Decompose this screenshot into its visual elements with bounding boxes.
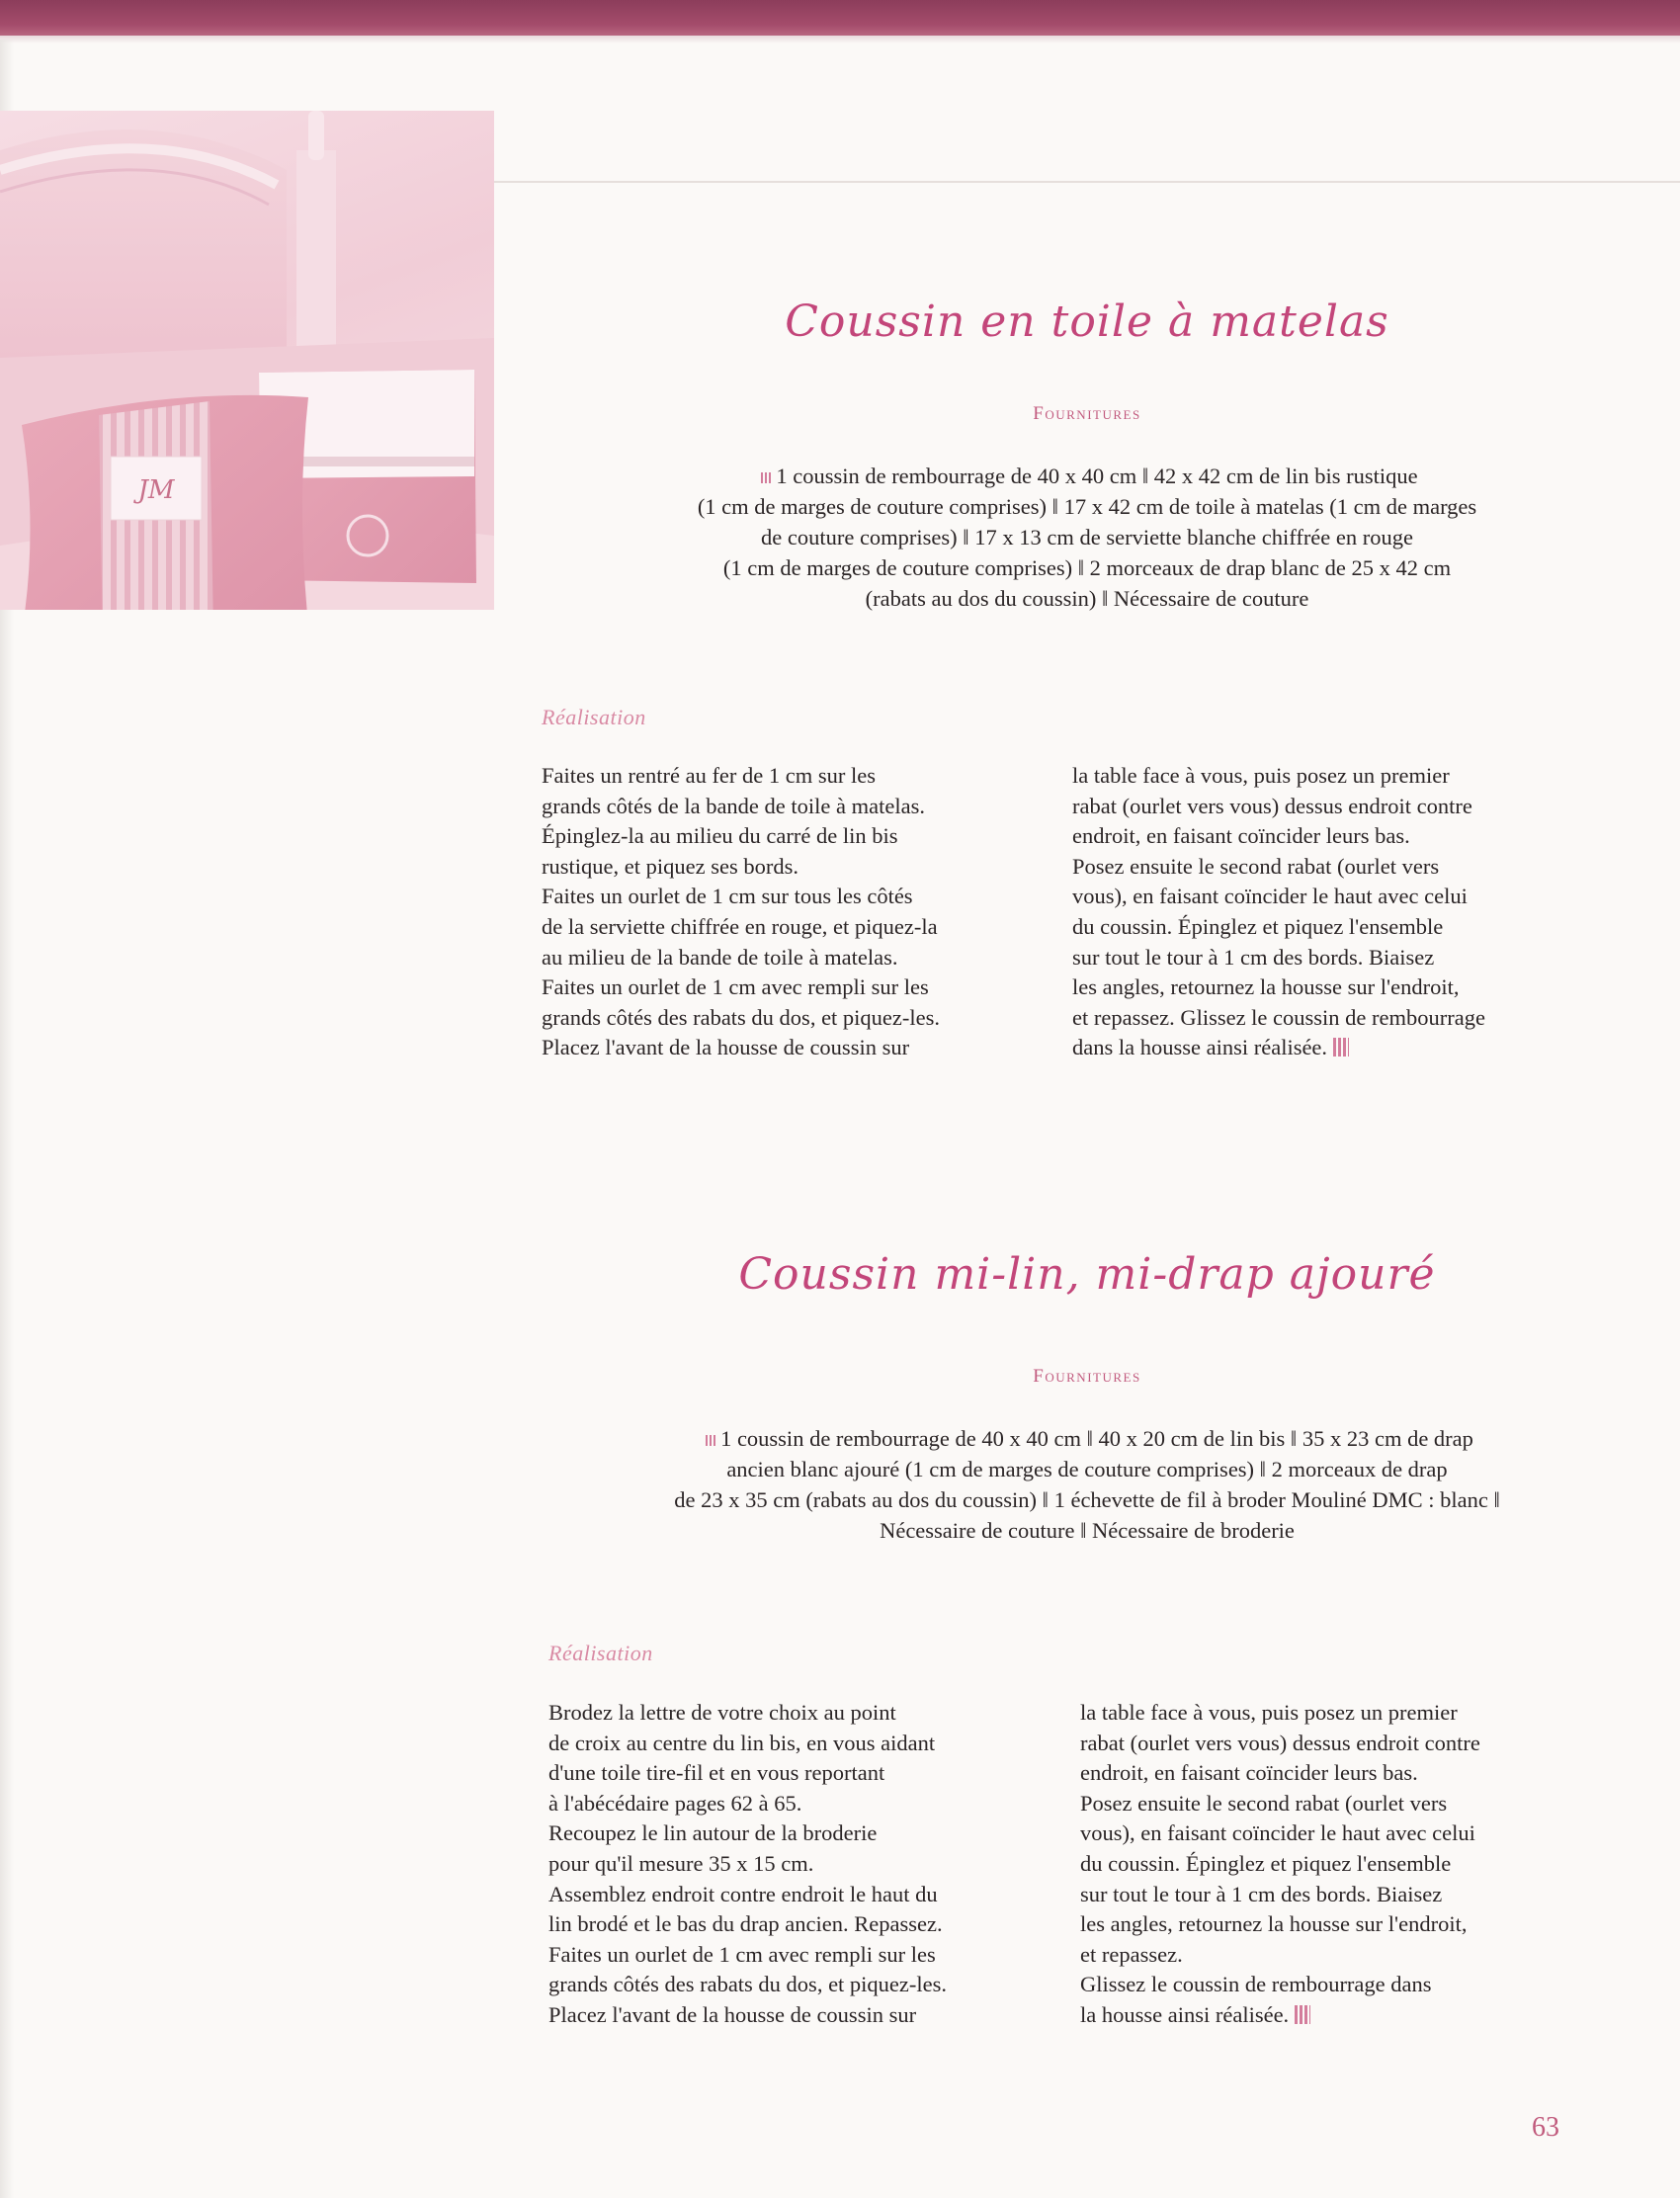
- text-line: Faites un ourlet de 1 cm avec rempli sur les: [542, 974, 929, 1000]
- text-line: de croix au centre du lin bis, en vous aidant: [548, 1730, 936, 1755]
- header-rule: [494, 181, 1680, 183]
- text-line: grands côtés des rabats du dos, et piquez-les.: [542, 1004, 941, 1030]
- supplies-line: ancien blanc ajouré (1 cm de marges de couture comprises) ‖ 2 morceaux de drap: [726, 1457, 1448, 1481]
- top-band-shadow: [0, 36, 1680, 43]
- text-line: Faites un ourlet de 1 cm sur tous les côtés: [542, 884, 913, 909]
- section-1-supplies-label: Fournitures: [1033, 403, 1141, 424]
- text-line: Posez ensuite le second rabat (ourlet vers: [1072, 853, 1440, 879]
- bullet-mark: [761, 472, 771, 483]
- section-1-left-column: [542, 761, 940, 1063]
- section-2-supplies: [553, 1423, 1621, 1546]
- text-line: endroit, en faisant coïncider leurs bas.: [1080, 1760, 1418, 1786]
- end-mark: [1295, 2005, 1310, 2024]
- text-line: Recoupez le lin autour de la broderie: [548, 1820, 878, 1846]
- section-1-title: Coussin en toile à matelas: [785, 296, 1389, 347]
- text-line: du coussin. Épinglez et piquez l'ensemble: [1072, 913, 1444, 939]
- text-line: lin brodé et le bas du drap ancien. Repassez.: [548, 1911, 943, 1937]
- text-line: rabat (ourlet vers vous) dessus endroit contre: [1072, 793, 1472, 818]
- text-line: au milieu de la bande de toile à matelas.: [542, 944, 898, 970]
- text-line: à l'abécédaire pages 62 à 65.: [548, 1790, 802, 1816]
- text-line: la table face à vous, puis posez un premier: [1080, 1700, 1458, 1725]
- section-2-title: Coussin mi-lin, mi-drap ajouré: [738, 1249, 1436, 1300]
- text-line: les angles, retournez la housse sur l'endroit,: [1072, 974, 1460, 1000]
- text-line: rustique, et piquez ses bords.: [542, 853, 798, 879]
- supplies-line: Nécessaire de couture ‖ Nécessaire de broderie: [880, 1518, 1295, 1543]
- text-line: la table face à vous, puis posez un premier: [1072, 763, 1450, 788]
- text-line: de la serviette chiffrée en rouge, et piquez-la: [542, 913, 938, 939]
- text-line: Posez ensuite le second rabat (ourlet vers: [1080, 1790, 1448, 1816]
- text-line: Brodez la lettre de votre choix au point: [548, 1700, 896, 1725]
- text-line: et repassez. Glissez le coussin de rembourrage: [1072, 1004, 1485, 1030]
- text-line: endroit, en faisant coïncider leurs bas.: [1072, 823, 1410, 849]
- supplies-line: 1 coussin de rembourrage de 40 x 40 cm ‖ 42 x 42 cm de lin bis rustique: [776, 464, 1418, 488]
- text-line: Assemblez endroit contre endroit le haut du: [548, 1881, 938, 1906]
- text-line: la housse ainsi réalisée.: [1080, 2001, 1290, 2027]
- text-line: grands côtés des rabats du dos, et piquez-les.: [548, 1972, 948, 1997]
- supplies-line: 1 coussin de rembourrage de 40 x 40 cm ‖ 40 x 20 cm de lin bis ‖ 35 x 23 cm de drap: [720, 1426, 1473, 1451]
- section-2-supplies-label: Fournitures: [1033, 1366, 1141, 1387]
- section-1-supplies: [553, 461, 1621, 614]
- top-color-band: [0, 0, 1680, 36]
- cushions-photo: [0, 111, 494, 610]
- text-line: du coussin. Épinglez et piquez l'ensemble: [1080, 1850, 1452, 1876]
- supplies-line: de 23 x 35 cm (rabats au dos du coussin) ‖ 1 échevette de fil à broder Mouliné DMC : blanc ‖: [674, 1487, 1500, 1512]
- section-2-left-column: [548, 1698, 947, 2031]
- text-line: sur tout le tour à 1 cm des bords. Biaisez: [1080, 1881, 1443, 1906]
- end-mark: [1333, 1038, 1349, 1057]
- cushions-illustration: [0, 111, 494, 610]
- bullet-mark: [706, 1435, 715, 1446]
- text-line: vous), en faisant coïncider le haut avec celui: [1072, 884, 1468, 909]
- section-1-realisation-heading: Réalisation: [542, 705, 646, 729]
- text-line: dans la housse ainsi réalisée.: [1072, 1035, 1328, 1060]
- section-2-right-column: [1080, 1698, 1480, 2031]
- text-line: d'une toile tire-fil et en vous reportant: [548, 1760, 885, 1786]
- text-line: Faites un rentré au fer de 1 cm sur les: [542, 763, 877, 788]
- supplies-line: (rabats au dos du coussin) ‖ Nécessaire de couture: [865, 586, 1309, 611]
- section-2-realisation-heading: Réalisation: [548, 1641, 653, 1665]
- text-line: Épinglez-la au milieu du carré de lin bis: [542, 823, 898, 849]
- page-number: 63: [1532, 2112, 1559, 2143]
- headboard: [0, 129, 287, 358]
- text-line: et repassez.: [1080, 1941, 1183, 1967]
- text-line: sur tout le tour à 1 cm des bords. Biaisez: [1072, 944, 1435, 970]
- supplies-line: (1 cm de marges de couture comprises) ‖ 17 x 42 cm de toile à matelas (1 cm de marges: [697, 494, 1477, 519]
- text-line: Glissez le coussin de rembourrage dans: [1080, 1972, 1432, 1997]
- text-line: Placez l'avant de la housse de coussin sur: [542, 1035, 910, 1060]
- section-1-right-column: [1072, 761, 1485, 1063]
- supplies-line: (1 cm de marges de couture comprises) ‖ 2 morceaux de drap blanc de 25 x 42 cm: [722, 555, 1452, 580]
- photo-monogram: JM: [137, 475, 175, 505]
- text-line: Placez l'avant de la housse de coussin sur: [548, 2001, 917, 2027]
- bedpost: [296, 150, 336, 368]
- text-line: vous), en faisant coïncider le haut avec celui: [1080, 1820, 1475, 1846]
- text-line: rabat (ourlet vers vous) dessus endroit contre: [1080, 1730, 1480, 1755]
- text-line: pour qu'il mesure 35 x 15 cm.: [548, 1850, 814, 1876]
- text-line: grands côtés de la bande de toile à matelas.: [542, 793, 925, 818]
- supplies-line: de couture comprises) ‖ 17 x 13 cm de serviette blanche chiffrée en rouge: [760, 525, 1413, 550]
- front-cushion: [20, 395, 308, 610]
- text-line: les angles, retournez la housse sur l'endroit,: [1080, 1911, 1468, 1937]
- text-line: Faites un ourlet de 1 cm avec rempli sur les: [548, 1941, 936, 1967]
